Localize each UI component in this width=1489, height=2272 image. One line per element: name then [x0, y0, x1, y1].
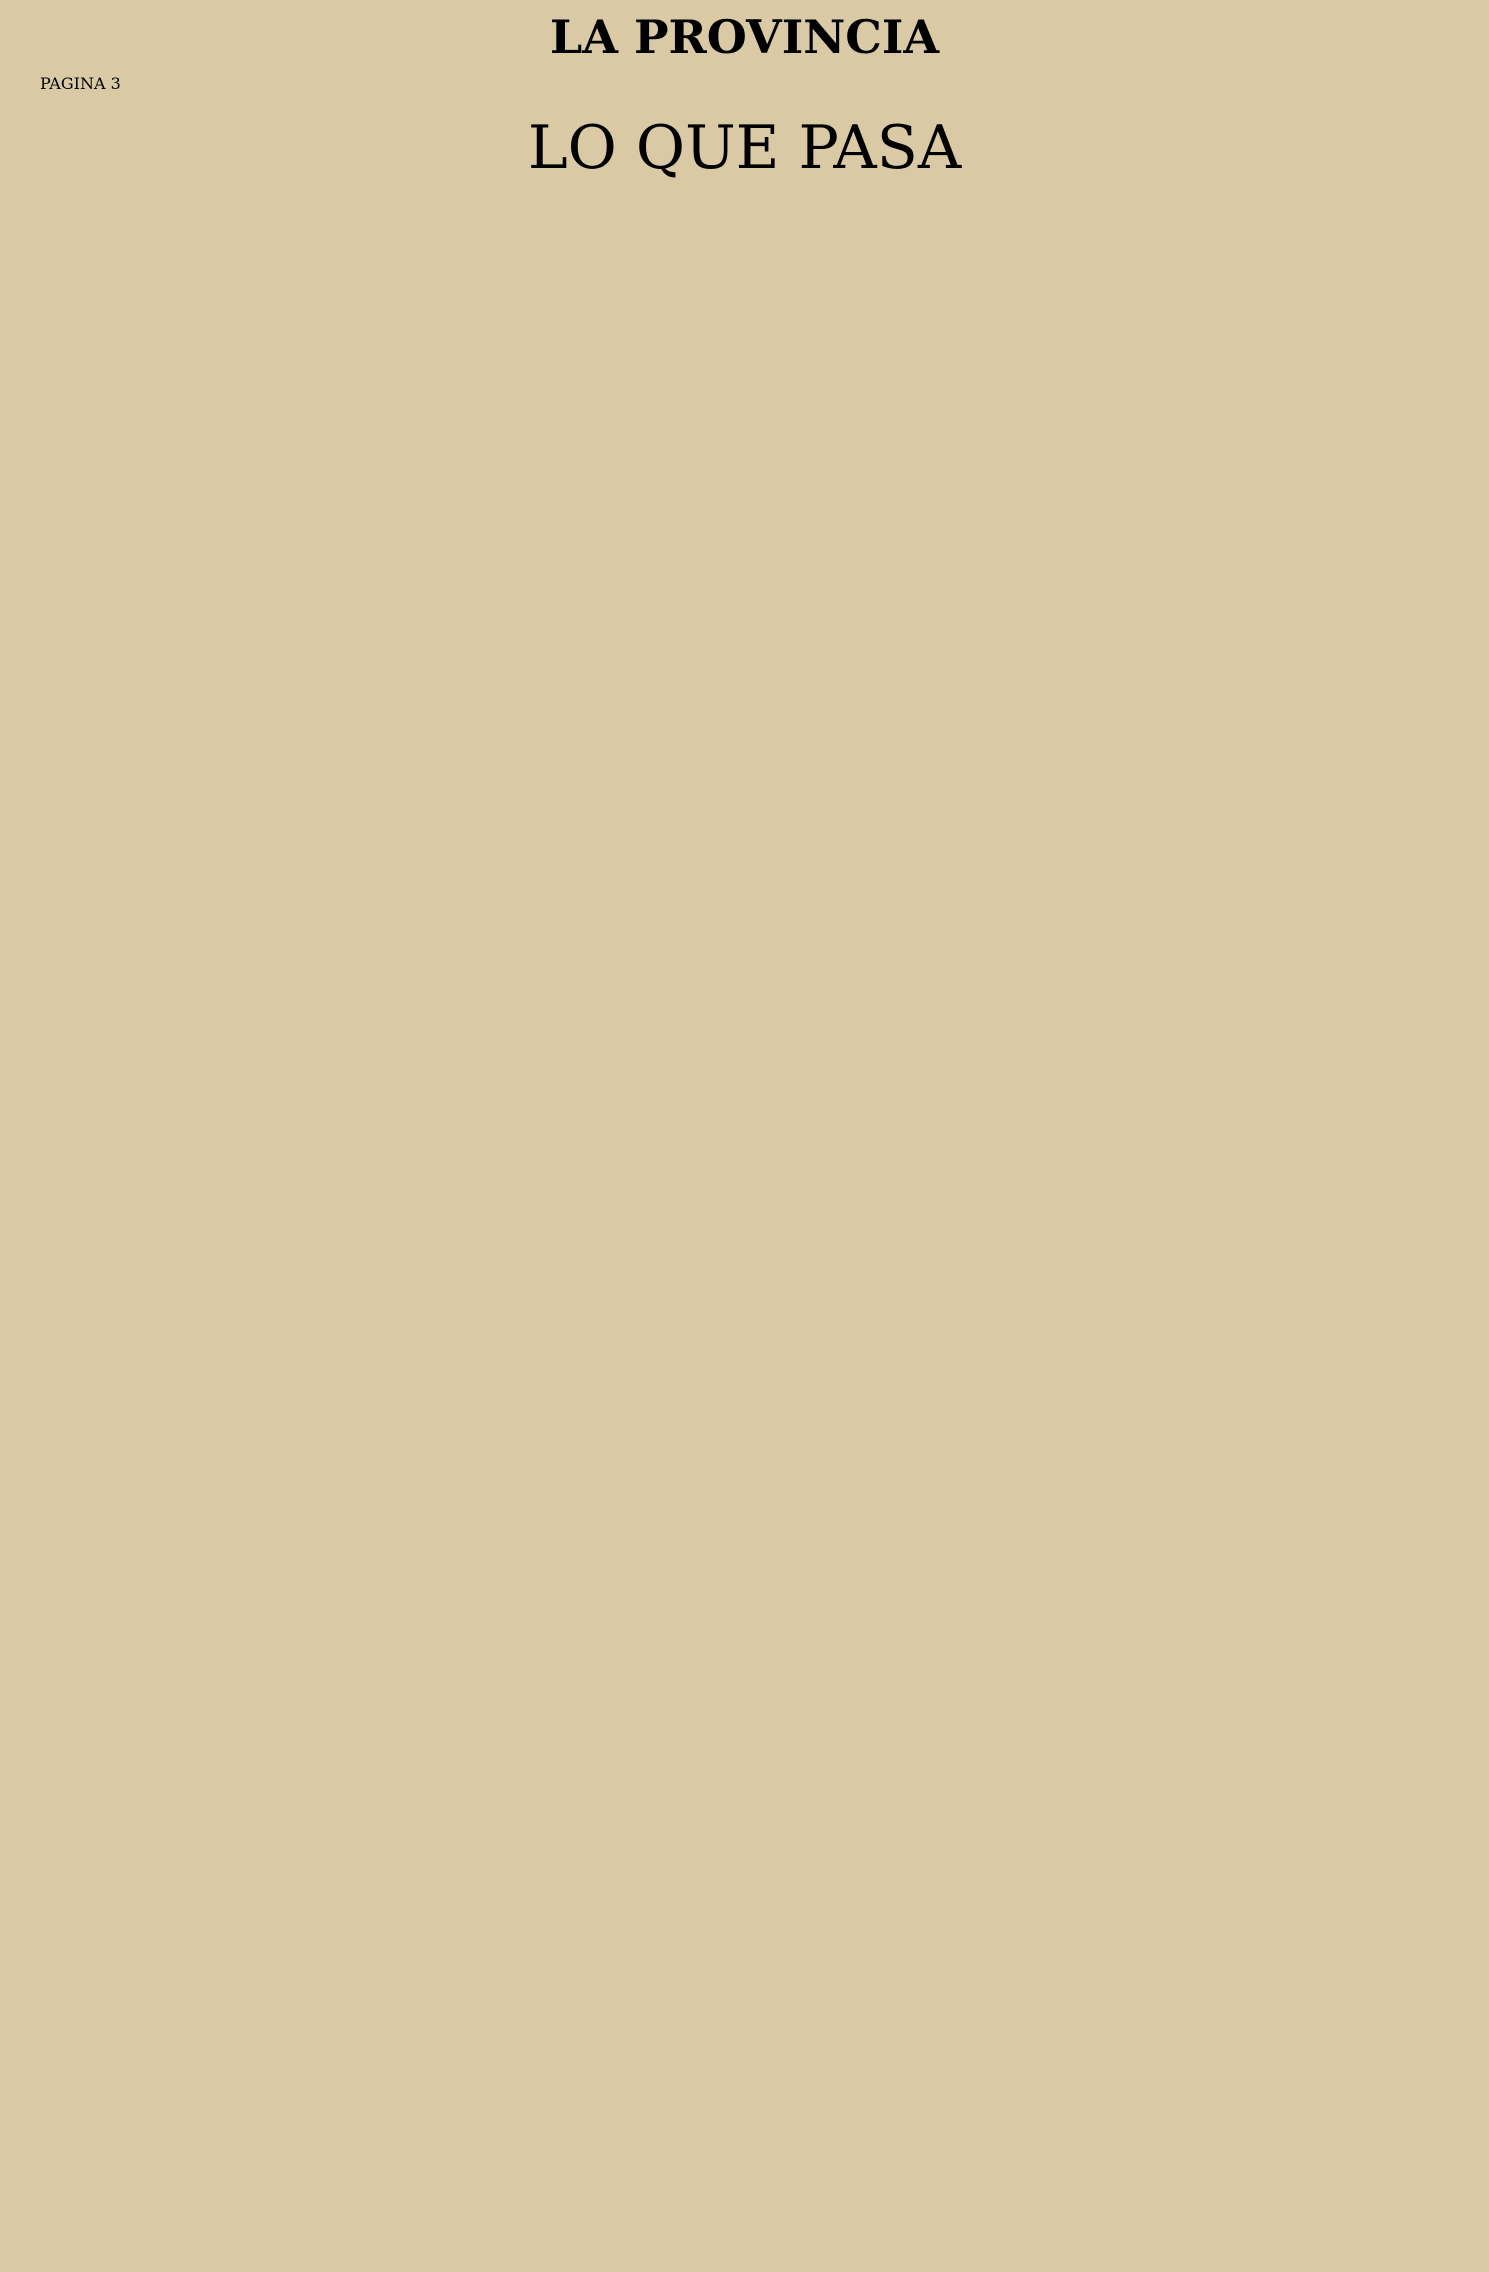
headline: LO QUE PASA: [527, 113, 962, 183]
masthead: LA PROVINCIA: [549, 10, 940, 64]
page-number: PAGINA 3: [40, 74, 121, 93]
